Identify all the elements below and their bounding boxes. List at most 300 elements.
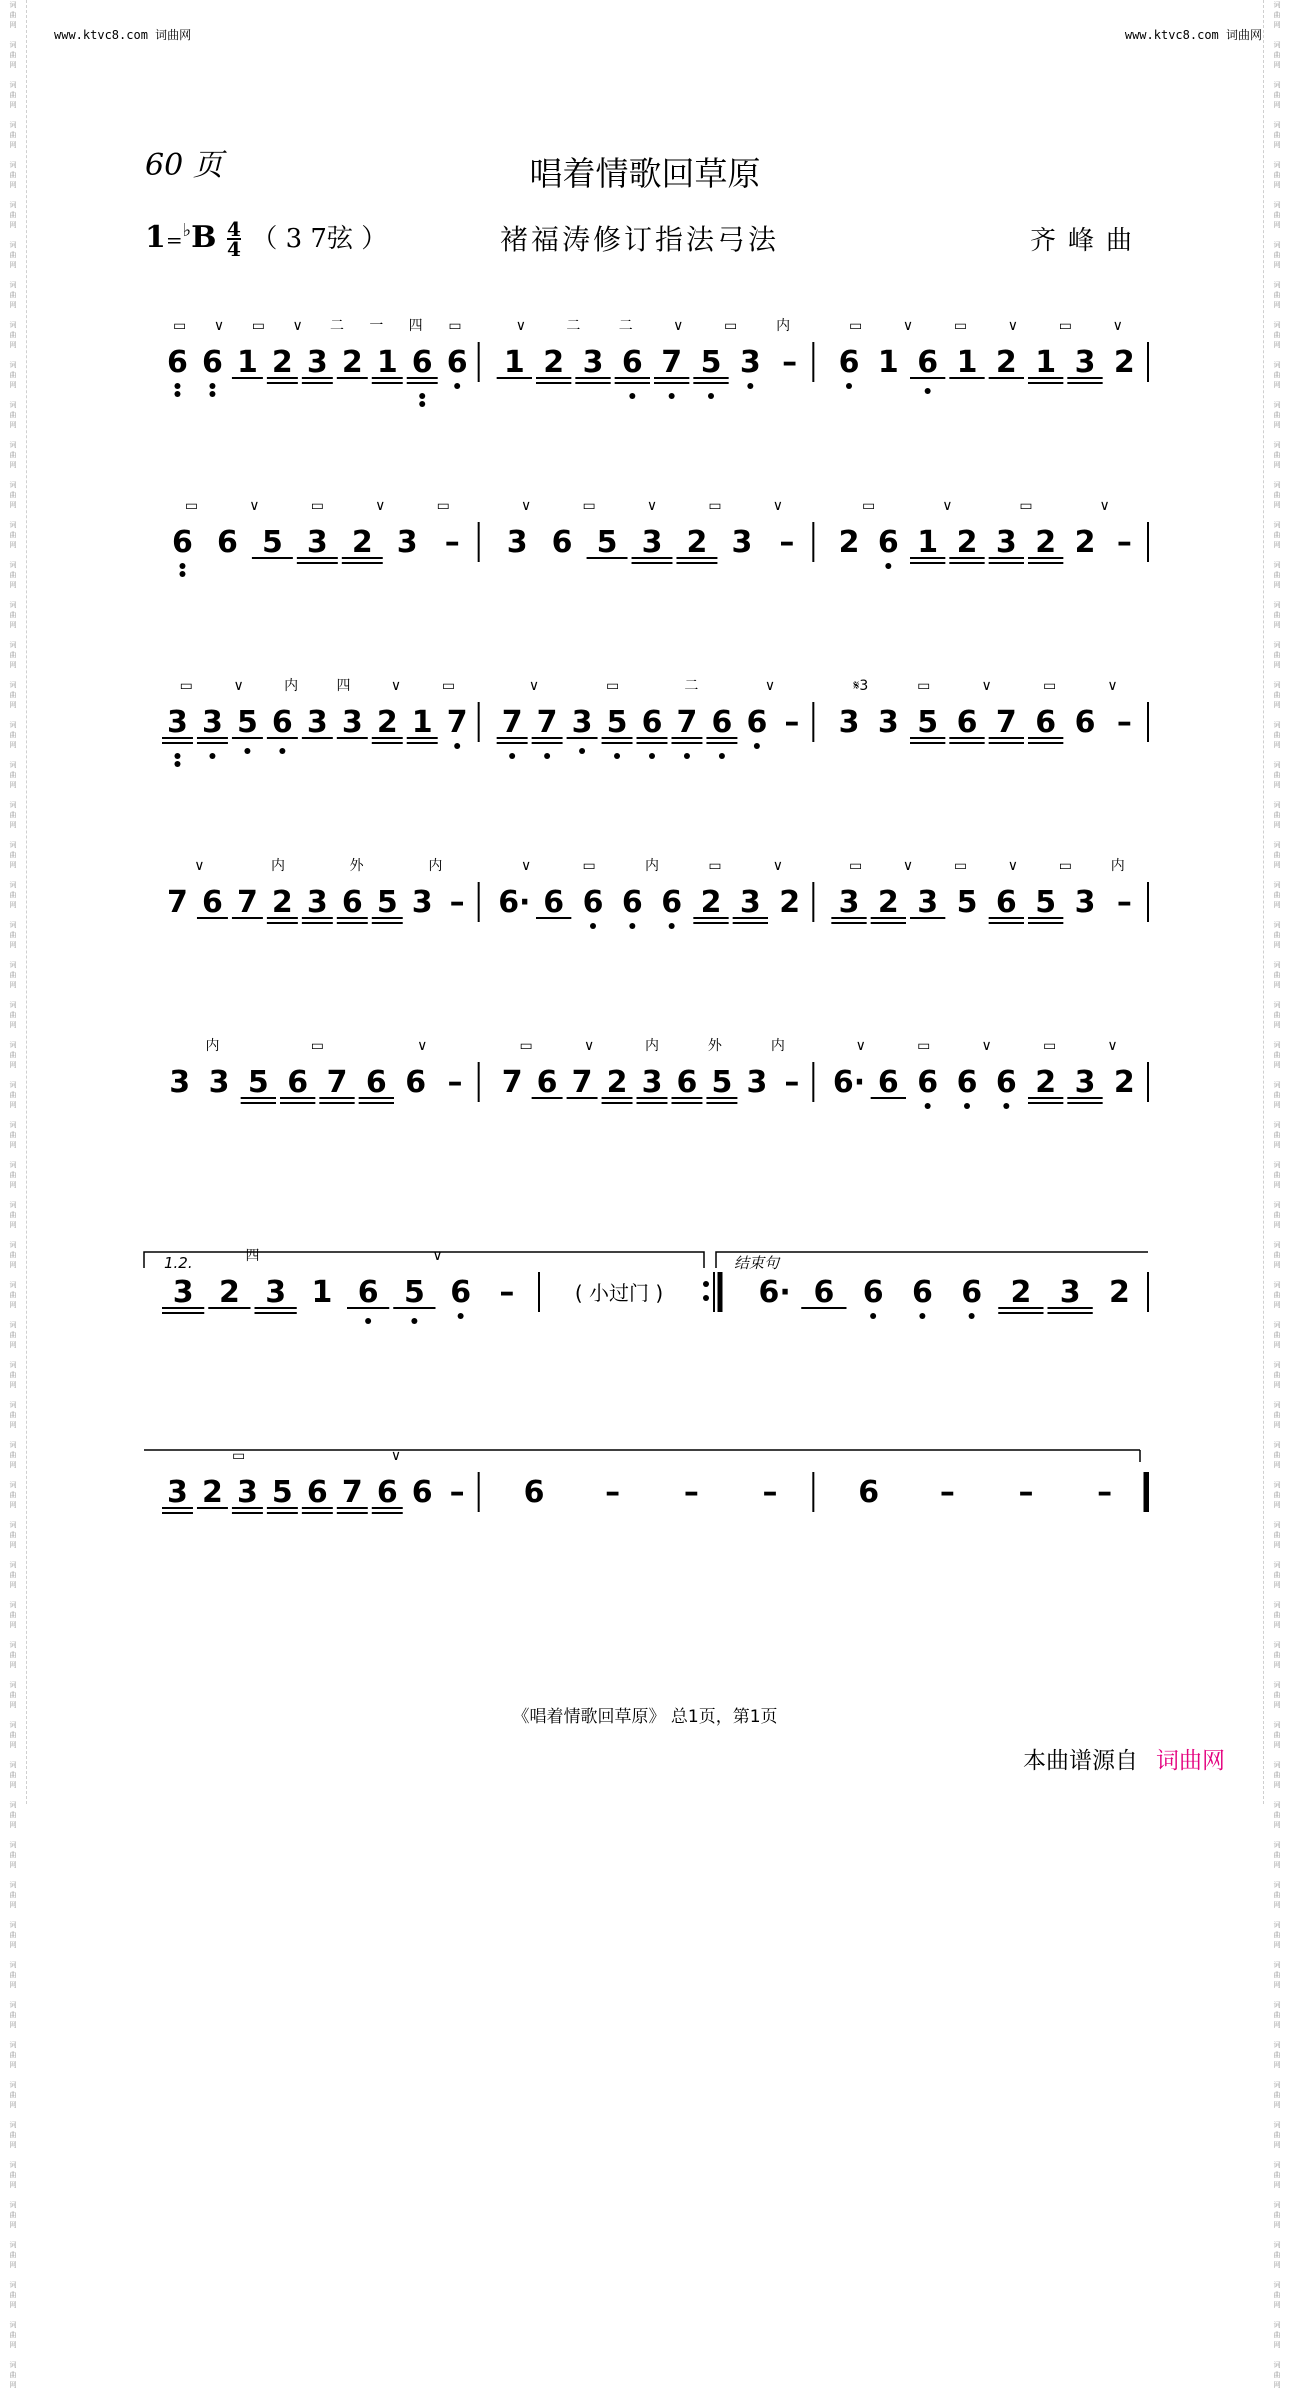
time-signature xyxy=(226,217,241,261)
subtitle: 褚福涛修订指法弓法 xyxy=(500,223,780,256)
octave-dot xyxy=(969,1313,975,1319)
note: 7 xyxy=(571,1065,593,1100)
note: 3 xyxy=(877,705,899,740)
note: 1 xyxy=(917,525,939,560)
note: 2 xyxy=(779,885,801,920)
note: – xyxy=(1116,705,1132,740)
score-system xyxy=(144,650,1148,760)
score-title: 唱着情歌回草原 xyxy=(529,154,761,193)
note: 2 xyxy=(1035,1065,1057,1100)
note: 6· xyxy=(498,885,531,920)
volta-label: 1.2. xyxy=(164,1254,193,1272)
note: 2 xyxy=(271,885,293,920)
string-tuning: （ 3 7弦 ） xyxy=(251,224,388,254)
bowing-mark: 内 xyxy=(645,1038,659,1054)
note: 3 xyxy=(995,525,1017,560)
note: 6 xyxy=(582,885,604,920)
bowing-mark: ▭ xyxy=(917,1038,931,1054)
note: 6 xyxy=(411,1475,433,1510)
note: 3 xyxy=(739,885,761,920)
note: 3 xyxy=(917,885,939,920)
octave-dot xyxy=(509,753,515,759)
note: 5 xyxy=(403,1275,425,1310)
note: 2 xyxy=(1113,345,1135,380)
note: 6 xyxy=(917,1065,939,1100)
note: 6 xyxy=(306,1475,328,1510)
note: 1 xyxy=(956,345,978,380)
note: 1 xyxy=(311,1275,333,1310)
note: 6 xyxy=(858,1475,880,1510)
note: 6 xyxy=(1074,705,1096,740)
source-credit xyxy=(1023,1742,1225,1775)
octave-dot xyxy=(885,563,891,569)
note: 2 xyxy=(202,1475,223,1510)
bowing-mark: ▭ xyxy=(953,318,968,334)
bowing-mark: ∨ xyxy=(981,678,992,694)
bowing-mark: 内 xyxy=(428,858,443,874)
bowing-mark: ▭ xyxy=(179,678,193,694)
octave-dot xyxy=(179,571,185,577)
bowing-mark: ▭ xyxy=(251,318,265,334)
bowing-mark: ▭ xyxy=(441,678,456,694)
octave-dot xyxy=(614,753,620,759)
note: 5 xyxy=(236,705,258,740)
note: 2 xyxy=(606,1065,628,1100)
note: 6 xyxy=(995,885,1017,920)
note: 6 xyxy=(621,885,643,920)
note: 1 xyxy=(503,345,525,380)
note: 3 xyxy=(1059,1275,1081,1310)
note: 7 xyxy=(661,345,683,380)
note: 3 xyxy=(731,525,753,560)
note: 7 xyxy=(446,705,468,740)
note: 5 xyxy=(271,1475,293,1510)
octave-dot xyxy=(669,393,675,399)
bowing-mark: ∨ xyxy=(213,318,225,334)
octave-dot xyxy=(919,1313,925,1319)
bowing-mark: 四 xyxy=(336,678,351,694)
interlude-label: ( 小过门 ) xyxy=(574,1281,664,1305)
bowing-mark: ▭ xyxy=(1058,318,1072,334)
source-text: 本曲谱源自 xyxy=(1023,1748,1138,1774)
note: 6 xyxy=(956,1065,978,1100)
note: 2 xyxy=(1035,525,1057,560)
octave-dot xyxy=(590,923,596,929)
note: 5 xyxy=(261,525,283,560)
bowing-mark: ▭ xyxy=(310,1038,324,1054)
note: 3 xyxy=(172,1275,194,1310)
bowing-mark: ∨ xyxy=(646,498,658,514)
note: 6 xyxy=(711,705,733,740)
note: – xyxy=(784,1065,800,1100)
note: 6 xyxy=(661,885,683,920)
note: 6 xyxy=(877,525,899,560)
note: – xyxy=(779,525,795,560)
octave-dot xyxy=(754,743,760,749)
repeat-dot xyxy=(703,1295,709,1301)
bowing-mark: ∨ xyxy=(390,678,402,694)
volta-bracket xyxy=(716,1252,1148,1268)
note: 2 xyxy=(376,705,398,740)
note: 5 xyxy=(606,705,628,740)
octave-dot xyxy=(174,753,180,759)
note: 6 xyxy=(956,705,978,740)
note: 3 xyxy=(306,705,328,740)
bowing-mark: ▭ xyxy=(232,1448,246,1464)
note: 1 xyxy=(411,705,433,740)
note: 2 xyxy=(351,525,373,560)
time-bottom: 4 xyxy=(226,237,241,261)
octave-dot xyxy=(209,383,215,389)
note: 3 xyxy=(202,705,223,740)
note: – xyxy=(939,1475,955,1510)
octave-dot xyxy=(458,1313,464,1319)
note: 3 xyxy=(739,345,761,380)
octave-dot xyxy=(629,923,635,929)
note: 6· xyxy=(758,1275,791,1310)
note: 5 xyxy=(700,345,722,380)
bowing-mark: ▭ xyxy=(1019,498,1033,514)
note: – xyxy=(1116,525,1132,560)
octave-dot xyxy=(870,1313,876,1319)
system-svg xyxy=(144,1220,1148,1350)
note: 2 xyxy=(271,345,293,380)
bowing-mark: 内 xyxy=(776,318,791,334)
bowing-mark: ▭ xyxy=(724,318,738,334)
octave-dot xyxy=(244,748,250,754)
system-svg xyxy=(144,650,1148,780)
bowing-mark: 一 xyxy=(369,318,384,334)
score-system xyxy=(144,290,1148,400)
octave-dot xyxy=(964,1103,970,1109)
note: 6 xyxy=(621,345,643,380)
bowing-mark: 外 xyxy=(349,858,364,874)
bowing-mark: 四 xyxy=(245,1248,260,1264)
note: – xyxy=(683,1475,699,1510)
note: 6 xyxy=(202,885,223,920)
octave-dot xyxy=(925,388,931,394)
score-system xyxy=(144,470,1148,580)
volta-label: 结束句 xyxy=(734,1254,780,1272)
note: 3 xyxy=(411,885,433,920)
bowing-mark: 内 xyxy=(1110,858,1125,874)
note: 2 xyxy=(1010,1275,1032,1310)
note: 3 xyxy=(746,1065,768,1100)
bowing-mark: ∨ xyxy=(1107,678,1118,694)
note: – xyxy=(605,1475,621,1510)
note: 3 xyxy=(506,525,528,560)
note: 2 xyxy=(341,345,363,380)
bowing-mark: ▭ xyxy=(848,318,863,334)
bowing-mark: ∨ xyxy=(942,498,953,514)
note: 1 xyxy=(1035,345,1057,380)
bowing-mark: ∨ xyxy=(375,498,386,514)
note: 6 xyxy=(271,705,293,740)
bowing-mark: ▭ xyxy=(917,678,931,694)
note: 3 xyxy=(306,885,328,920)
note: 2 xyxy=(1108,1275,1130,1310)
octave-dot xyxy=(684,753,690,759)
note: – xyxy=(444,525,460,560)
note: 3 xyxy=(1074,885,1096,920)
note: 7 xyxy=(501,1065,523,1100)
page-footer: 《唱着情歌回草原》 总1页，第1页 xyxy=(512,1707,778,1727)
note: 6 xyxy=(411,345,433,380)
note: 2 xyxy=(218,1275,240,1310)
bowing-mark: ▭ xyxy=(310,498,324,514)
note: 6 xyxy=(202,345,223,380)
bowing-mark: ∨ xyxy=(292,318,303,334)
score-system xyxy=(144,830,1148,940)
key-eq: = xyxy=(165,228,183,252)
octave-dot xyxy=(179,563,185,569)
octave-dot xyxy=(365,1318,371,1324)
bowing-mark: ∨ xyxy=(1099,498,1110,514)
octave-dot xyxy=(846,383,852,389)
note: – xyxy=(447,1065,463,1100)
bowing-mark: 内 xyxy=(205,1038,220,1054)
note: 3 xyxy=(641,1065,663,1100)
bowing-mark: ▭ xyxy=(848,858,863,874)
note: – xyxy=(762,1475,778,1510)
note: 6 xyxy=(167,345,188,380)
octave-dot xyxy=(747,383,753,389)
bowing-mark: ▭ xyxy=(708,858,722,874)
note: 3 xyxy=(341,705,363,740)
flat-sign: ♭ xyxy=(182,220,192,241)
note: 3 xyxy=(641,525,663,560)
note: 2 xyxy=(995,345,1017,380)
bowing-mark: ▭ xyxy=(606,678,620,694)
bowing-mark: ▭ xyxy=(862,498,876,514)
bowing-mark: ▭ xyxy=(436,498,450,514)
bowing-mark: ▭ xyxy=(1058,858,1072,874)
key-signature xyxy=(145,217,388,261)
site-url-left[interactable]: www.ktvc8.com 词曲网 xyxy=(54,28,192,42)
note: 6 xyxy=(357,1275,379,1310)
page-label: 60 页 xyxy=(145,148,223,183)
note: 7 xyxy=(676,705,698,740)
bowing-mark: ∨ xyxy=(515,318,527,334)
note: 3 xyxy=(265,1275,287,1310)
octave-dot xyxy=(708,393,714,399)
note: 7 xyxy=(536,705,558,740)
octave-dot xyxy=(629,393,635,399)
bowing-mark: 𝄋3 xyxy=(853,678,869,694)
bowing-mark: ∨ xyxy=(1112,318,1123,334)
bowing-mark: ∨ xyxy=(521,498,532,514)
octave-dot xyxy=(1003,1103,1009,1109)
bowing-mark: ▭ xyxy=(953,858,968,874)
score-system xyxy=(144,1420,1148,1530)
note: – xyxy=(1097,1475,1113,1510)
note: 2 xyxy=(877,885,899,920)
bowing-mark: ∨ xyxy=(902,858,914,874)
octave-dot xyxy=(719,753,725,759)
bowing-mark: 内 xyxy=(645,858,659,874)
bowing-mark: 外 xyxy=(707,1038,722,1054)
note: 5 xyxy=(247,1065,269,1100)
octave-dot xyxy=(454,383,460,389)
key-note: B xyxy=(191,220,217,255)
note: – xyxy=(782,345,798,380)
bowing-mark: ∨ xyxy=(1007,858,1019,874)
bowing-mark: 二 xyxy=(618,318,633,334)
bowing-mark: ∨ xyxy=(417,1038,428,1054)
bowing-mark: 二 xyxy=(566,318,581,334)
key-one: 1 xyxy=(145,220,166,255)
note: 7 xyxy=(236,885,258,920)
bowing-mark: ▭ xyxy=(173,318,187,334)
note: 6 xyxy=(365,1065,387,1100)
note: 2 xyxy=(1074,525,1096,560)
note: 6 xyxy=(813,1275,835,1310)
note: 7 xyxy=(167,885,188,920)
bowing-mark: ▭ xyxy=(582,498,596,514)
bowing-mark: 二 xyxy=(330,318,344,334)
repeat-dot xyxy=(703,1281,709,1287)
note: 3 xyxy=(169,1065,191,1100)
bowing-mark: ∨ xyxy=(764,678,776,694)
note: 3 xyxy=(582,345,604,380)
note: – xyxy=(449,885,465,920)
note: 6 xyxy=(341,885,363,920)
system-svg xyxy=(144,1420,1148,1550)
octave-dot xyxy=(209,753,215,759)
note: 6 xyxy=(172,525,193,560)
watermark-strip-right: 词 曲 网 词 曲 网 词 曲 网 词 曲 网 词 曲 网 词 曲 网 词 曲 网 词 曲 网 词 曲 网 词 曲 网 词 曲 网 词 曲 网 词 曲 网 词 曲 网 词 曲 网 词 曲 网 词 曲 网 词 曲 网 词 曲 网 词 曲 网 词 曲 网 词 曲 网 词 曲 网 词 曲 网 词 曲 网 词 曲 网 词 曲 网 词 曲 网 词 曲 网 词 曲 网 词 曲 网 词 曲 网 词 曲 网 词 曲 网 词 曲 网 词 曲 网 词 曲 网 词 曲 网 词 曲 网 词 曲 网 词 曲 网 词 曲 网 词 曲 网 词 曲 网 词 曲 网 词 曲 网 词 曲 网 词 曲 网 词 曲 网 词 曲 网 词 曲 网 词 曲 网 词 曲 网 词 曲 网 词 曲 网 词 曲 网 词 曲 网 词 曲 网 词 曲 网 词 曲 网 xyxy=(1263,0,1290,1804)
bowing-mark: ▭ xyxy=(708,498,722,514)
note: 3 xyxy=(167,705,188,740)
note: 5 xyxy=(711,1065,733,1100)
bowing-mark: ▭ xyxy=(184,498,199,514)
score-system xyxy=(144,1220,1148,1330)
note: 3 xyxy=(306,345,328,380)
bowing-mark: 二 xyxy=(684,678,699,694)
bowing-mark: ∨ xyxy=(1107,1038,1118,1054)
note: 3 xyxy=(396,525,418,560)
note: 2 xyxy=(1113,1065,1135,1100)
note: 1 xyxy=(877,345,899,380)
bowing-mark: ▭ xyxy=(448,318,462,334)
note: 2 xyxy=(838,525,860,560)
note: 2 xyxy=(700,885,722,920)
bowing-mark: ∨ xyxy=(521,858,532,874)
score-system xyxy=(144,1010,1148,1120)
note: 6 xyxy=(676,1065,698,1100)
volta-bracket xyxy=(144,1252,704,1268)
bowing-mark: ∨ xyxy=(855,1038,866,1054)
system-svg xyxy=(144,1010,1148,1140)
bowing-mark: ∨ xyxy=(772,498,783,514)
octave-dot xyxy=(279,748,285,754)
octave-dot xyxy=(411,1318,417,1324)
note: 5 xyxy=(1035,885,1057,920)
source-brand-link[interactable]: 词曲网 xyxy=(1156,1748,1225,1774)
note: 3 xyxy=(1074,1065,1096,1100)
note: – xyxy=(1116,885,1132,920)
note: 3 xyxy=(838,705,860,740)
bowing-mark: ▭ xyxy=(1042,678,1057,694)
note: 6 xyxy=(995,1065,1017,1100)
note: 3 xyxy=(236,1475,258,1510)
composer: 齐峰曲 xyxy=(1030,226,1145,256)
bowing-mark: 内 xyxy=(284,678,299,694)
note: 6 xyxy=(446,345,468,380)
note: 6 xyxy=(877,1065,899,1100)
bowing-mark: ▭ xyxy=(582,858,596,874)
note: 3 xyxy=(838,885,860,920)
note: 1 xyxy=(236,345,258,380)
bowing-mark: ∨ xyxy=(249,498,260,514)
octave-dot xyxy=(209,391,215,397)
time-top: 4 xyxy=(226,217,241,241)
note: 5 xyxy=(917,705,939,740)
octave-dot xyxy=(174,761,180,767)
system-svg xyxy=(144,290,1148,420)
note: 5 xyxy=(596,525,618,560)
note: 6 xyxy=(917,345,939,380)
octave-dot xyxy=(419,401,425,407)
note: 6 xyxy=(376,1475,398,1510)
octave-dot xyxy=(579,748,585,754)
bowing-mark: ∨ xyxy=(1007,318,1019,334)
note: 6 xyxy=(216,525,238,560)
note: 6 xyxy=(450,1275,472,1310)
system-svg xyxy=(144,470,1148,600)
note: 6 xyxy=(551,525,573,560)
note: 1 xyxy=(376,345,398,380)
note: 2 xyxy=(956,525,978,560)
note: 6 xyxy=(641,705,663,740)
bowing-mark: ∨ xyxy=(528,678,540,694)
bowing-mark: ∨ xyxy=(233,678,244,694)
watermark-strip-left: 词 曲 网 词 曲 网 词 曲 网 词 曲 网 词 曲 网 词 曲 网 词 曲 网 词 曲 网 词 曲 网 词 曲 网 词 曲 网 词 曲 网 词 曲 网 词 曲 网 词 曲 网 词 曲 网 词 曲 网 词 曲 网 词 曲 网 词 曲 网 词 曲 网 词 曲 网 词 曲 网 词 曲 网 词 曲 网 词 曲 网 词 曲 网 词 曲 网 词 曲 网 词 曲 网 词 曲 网 词 曲 网 词 曲 网 词 曲 网 词 曲 网 词 曲 网 词 曲 网 词 曲 网 词 曲 网 词 曲 网 词 曲 网 词 曲 网 词 曲 网 词 曲 网 词 曲 网 词 曲 网 词 曲 网 词 曲 网 词 曲 网 词 曲 网 词 曲 网 词 曲 网 词 曲 网 词 曲 网 词 曲 网 词 曲 网 词 曲 网 词 曲 网 词 曲 网 词 曲 网 xyxy=(0,0,27,1804)
note: 6 xyxy=(961,1275,983,1310)
system-svg xyxy=(144,830,1148,960)
note: 6 xyxy=(746,705,768,740)
note: 6 xyxy=(838,345,860,380)
note: 5 xyxy=(376,885,398,920)
note: 6 xyxy=(911,1275,933,1310)
bowing-mark: ∨ xyxy=(583,1038,595,1054)
note: 6 xyxy=(287,1065,309,1100)
bowing-mark: ▭ xyxy=(519,1038,533,1054)
octave-dot xyxy=(174,391,180,397)
octave-dot xyxy=(174,383,180,389)
bowing-mark: 内 xyxy=(770,1038,785,1054)
note: 5 xyxy=(956,885,978,920)
bowing-mark: ∨ xyxy=(772,858,783,874)
note: 7 xyxy=(341,1475,363,1510)
bowing-mark: ∨ xyxy=(902,318,914,334)
note: 6 xyxy=(405,1065,427,1100)
note: – xyxy=(784,705,800,740)
octave-dot xyxy=(925,1103,931,1109)
note: 2 xyxy=(543,345,565,380)
note: 6 xyxy=(862,1275,884,1310)
note: 7 xyxy=(501,705,523,740)
note: 6 xyxy=(1035,705,1057,740)
octave-dot xyxy=(454,743,460,749)
bowing-mark: 内 xyxy=(271,858,285,874)
note: – xyxy=(499,1275,515,1310)
octave-dot xyxy=(419,393,425,399)
site-url-right[interactable]: www.ktvc8.com 词曲网 xyxy=(1124,28,1262,42)
note: 3 xyxy=(571,705,593,740)
note: 6· xyxy=(832,1065,866,1100)
octave-dot xyxy=(649,753,655,759)
